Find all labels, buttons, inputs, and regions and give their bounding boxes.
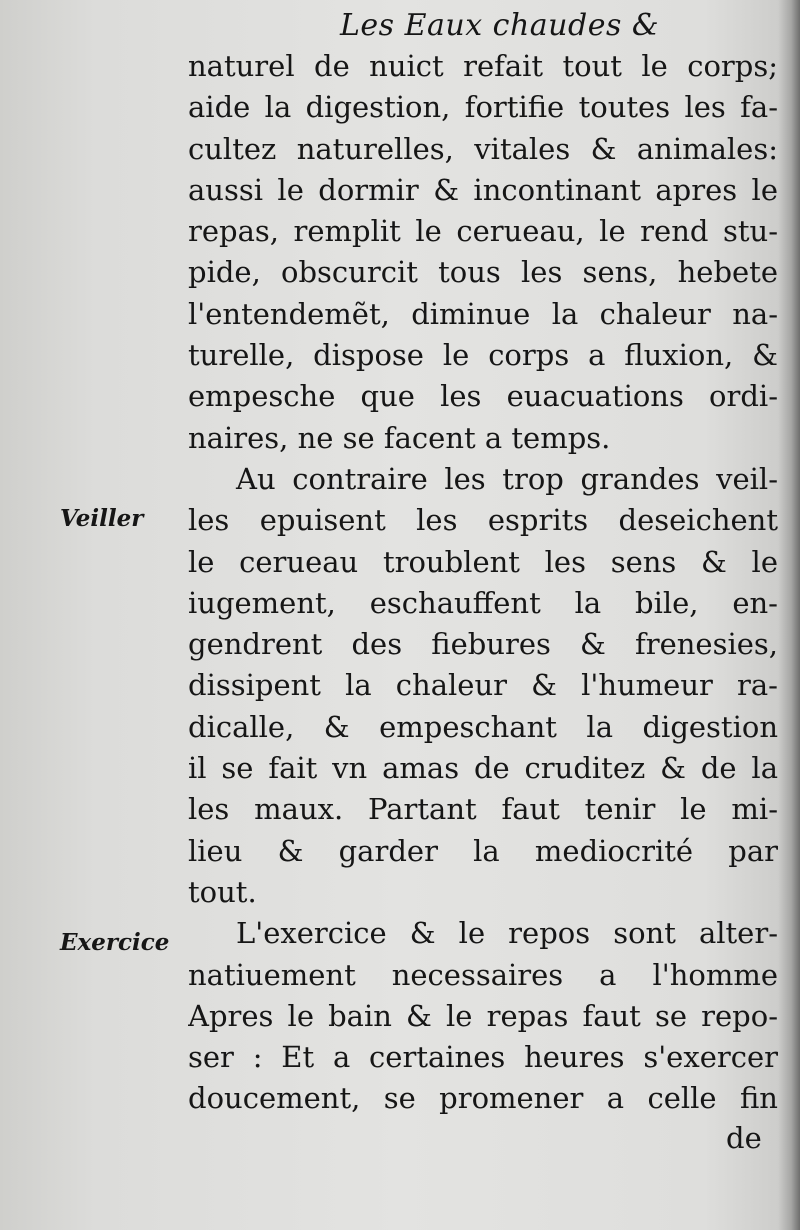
text-line: gendrent des fiebures & frenesies, [188,627,778,662]
margin-note-veiller: Veiller [60,505,144,532]
text-line: les maux. Partant faut tenir le mi- [188,792,778,827]
margin-note-exercice: Exercice [60,929,170,956]
text-line: aide la digestion, fortifie toutes les fa- [188,90,778,125]
running-head: Les Eaux chaudes & [340,8,660,43]
body-text [188,46,778,1120]
text-line: tout. [188,874,257,909]
text-line: l'entendemẽt, diminue la chaleur na- [188,296,778,331]
text-line: pide, obscurcit tous les sens, hebete [188,255,778,290]
text-line: dissipent la chaleur & l'humeur ra- [188,668,778,703]
text-line: Au contraire les trop grandes veil- [236,461,778,496]
catchword: de [726,1121,762,1155]
text-line: naturel de nuict refait tout le corps; [188,49,778,83]
text-line: empesche que les euacuations ordi- [188,379,778,414]
text-line: natiuement necessaires a l'homme [188,957,778,992]
text-line: L'exercice & le repos sont alter- [236,916,778,951]
text-line: aussi le dormir & incontinant apres le [188,172,778,207]
text-line: les epuisent les esprits deseichent [188,503,778,538]
text-line: le cerueau troublent les sens & le [188,544,778,579]
text-line: Apres le bain & le repas faut se repo- [188,998,778,1033]
text-line: dicalle, & empeschant la digestion [188,709,778,744]
text-line: naires, ne se facent a temps. [188,420,611,455]
text-line: il se fait vn amas de cruditez & de la [188,751,778,786]
text-line: lieu & garder la mediocrité par [188,833,778,868]
page-edge-shadow [778,0,800,1230]
text-line: iugement, eschauffent la bile, en- [188,585,778,620]
text-line: turelle, dispose le corps a fluxion, & [188,338,778,373]
text-line: repas, remplit le cerueau, le rend stu- [188,214,778,249]
text-line: ser : Et a certaines heures s'exercer [188,1040,778,1075]
text-line: doucement, se promener a celle fin [188,1081,778,1116]
text-line: cultez naturelles, vitales & animales: [188,131,778,166]
